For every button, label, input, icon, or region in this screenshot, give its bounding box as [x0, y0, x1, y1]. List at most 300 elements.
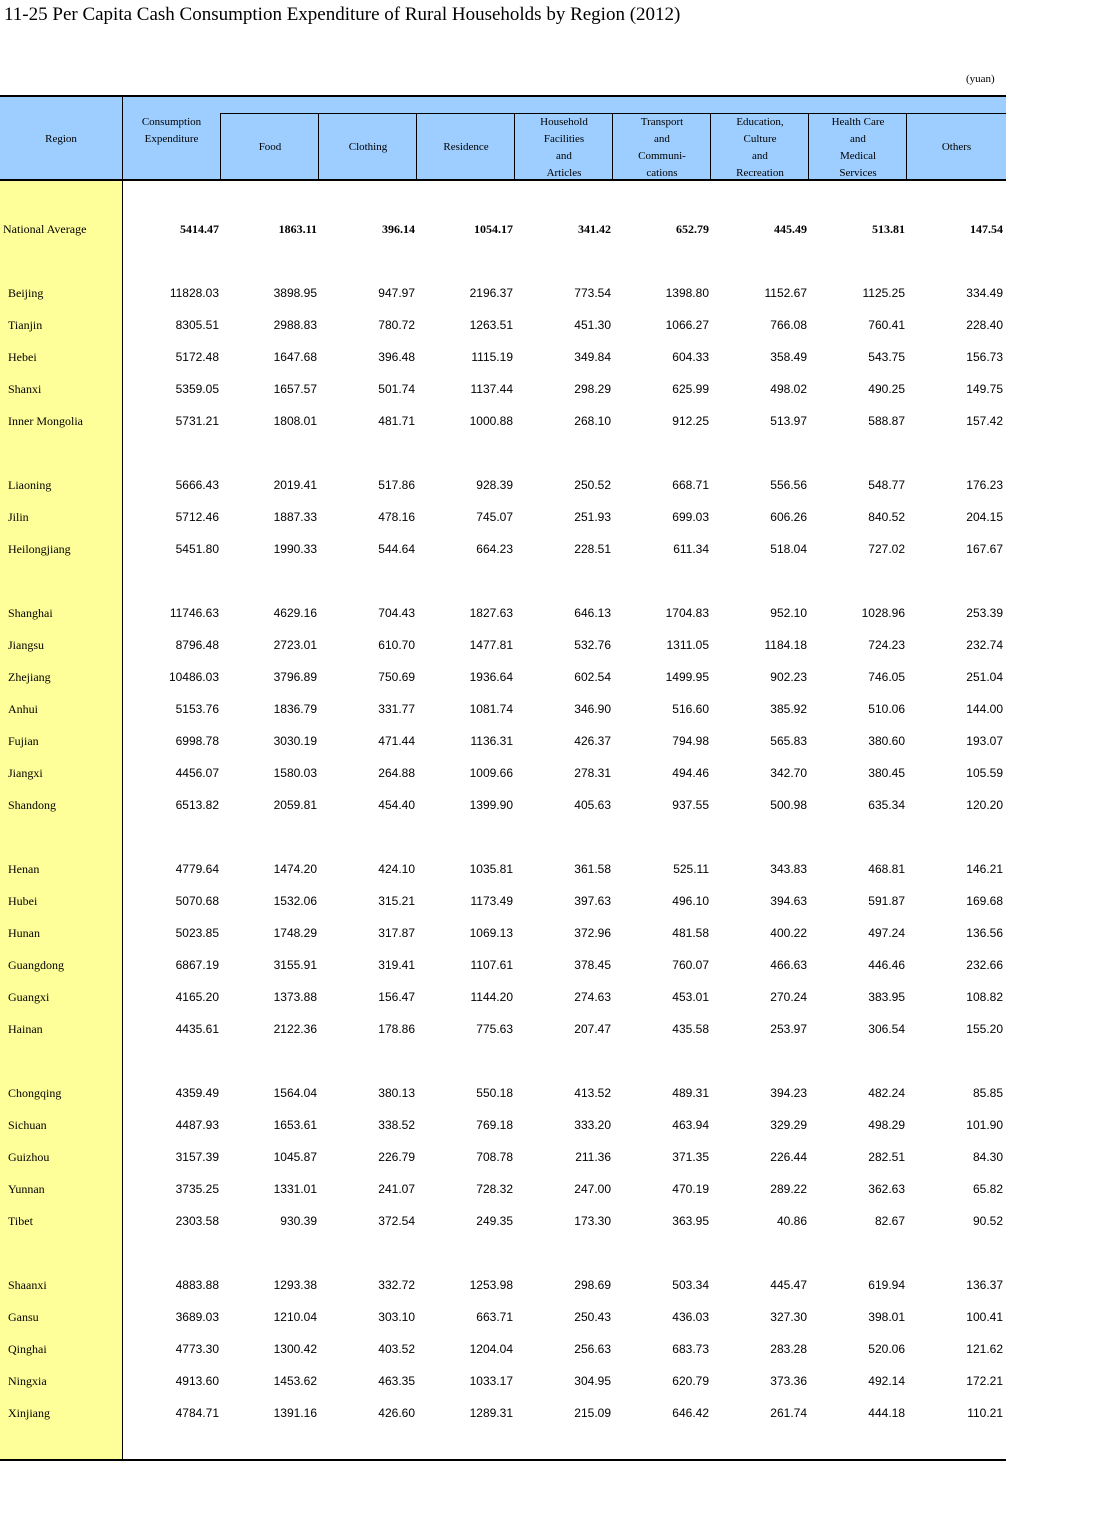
row-value-cell: 85.85 [972, 1086, 1003, 1100]
row-value-cell: 101.90 [966, 1118, 1003, 1132]
row-value-cell: 766.08 [770, 318, 807, 332]
row-value-cell: 1081.74 [469, 702, 513, 716]
row-region-label: Shaanxi [8, 1278, 47, 1292]
row-value-cell: 1144.20 [470, 990, 513, 1004]
table-row [0, 1205, 1006, 1237]
row-value-cell: 193.07 [966, 734, 1003, 748]
row-region-label: Tianjin [8, 318, 43, 332]
row-value-cell: 1532.06 [273, 894, 317, 908]
row-value-cell: 930.39 [280, 1214, 317, 1228]
row-value-cell: 256.63 [574, 1342, 611, 1356]
row-value-cell: 8796.48 [175, 638, 219, 652]
row-value-cell: 1748.29 [273, 926, 317, 940]
table-row [0, 1173, 1006, 1205]
row-value-cell: 378.45 [574, 958, 611, 972]
row-value-cell: 5666.43 [175, 478, 219, 492]
row-value-cell: 4359.49 [175, 1086, 219, 1100]
row-value-cell: 1808.01 [273, 414, 317, 428]
row-value-cell: 4165.20 [175, 990, 219, 1004]
row-value-cell: 498.02 [770, 382, 807, 396]
row-value-cell: 5414.47 [180, 222, 219, 236]
row-value-cell: 2723.01 [273, 638, 317, 652]
row-value-cell: 274.63 [574, 990, 611, 1004]
table-row [0, 725, 1006, 757]
header-health-line3: Medical [839, 150, 877, 162]
row-value-cell: 668.71 [672, 478, 709, 492]
row-region-label: National Average [3, 222, 87, 236]
row-value-cell: 249.35 [476, 1214, 513, 1228]
row-value-cell: 332.72 [378, 1278, 415, 1292]
row-region-label: Inner Mongolia [8, 414, 83, 428]
row-value-cell: 4629.16 [273, 606, 317, 620]
row-value-cell: 602.54 [574, 670, 611, 684]
row-value-cell: 4773.30 [175, 1342, 219, 1356]
header-transport-line1: Transport [640, 116, 684, 128]
row-value-cell: 358.49 [770, 350, 807, 364]
table-bottom-rule [0, 1459, 1006, 1461]
row-value-cell: 207.47 [574, 1022, 611, 1036]
row-value-cell: 591.87 [868, 894, 905, 908]
table-row [0, 1013, 1006, 1045]
table-row [0, 309, 1006, 341]
row-value-cell: 173.30 [574, 1214, 611, 1228]
row-value-cell: 232.74 [966, 638, 1003, 652]
row-value-cell: 136.56 [966, 926, 1003, 940]
header-household-line4: Articles [546, 167, 582, 179]
row-value-cell: 380.13 [378, 1086, 415, 1100]
row-region-label: Tibet [8, 1214, 33, 1228]
row-value-cell: 1184.18 [764, 638, 807, 652]
row-value-cell: 261.74 [770, 1406, 807, 1420]
header-consumption-line1: Consumption [141, 116, 202, 128]
row-value-cell: 1035.81 [469, 862, 513, 876]
row-value-cell: 1990.33 [273, 542, 317, 556]
row-value-cell: 363.95 [672, 1214, 709, 1228]
row-value-cell: 444.18 [868, 1406, 905, 1420]
row-value-cell: 1564.04 [273, 1086, 317, 1100]
row-value-cell: 1069.13 [469, 926, 513, 940]
row-value-cell: 453.01 [672, 990, 709, 1004]
row-value-cell: 1657.57 [273, 382, 317, 396]
row-value-cell: 250.52 [574, 478, 611, 492]
row-value-cell: 1373.88 [273, 990, 317, 1004]
table-row [0, 693, 1006, 725]
row-value-cell: 84.30 [972, 1150, 1003, 1164]
row-region-label: Beijing [8, 286, 44, 300]
row-value-cell: 306.54 [868, 1022, 905, 1036]
row-value-cell: 604.33 [672, 350, 709, 364]
row-value-cell: 333.20 [574, 1118, 611, 1132]
row-value-cell: 172.21 [966, 1374, 1003, 1388]
row-value-cell: 760.07 [672, 958, 709, 972]
row-value-cell: 548.77 [868, 478, 905, 492]
row-value-cell: 1054.17 [474, 222, 513, 236]
row-value-cell: 4784.71 [175, 1406, 219, 1420]
row-value-cell: 1311.05 [666, 638, 709, 652]
table-row [0, 917, 1006, 949]
row-value-cell: 167.67 [966, 542, 1003, 556]
header-transport-line4: cations [646, 167, 678, 179]
row-value-cell: 6513.82 [175, 798, 219, 812]
row-value-cell: 1836.79 [273, 702, 317, 716]
row-region-label: Qinghai [8, 1342, 47, 1356]
table-row [0, 373, 1006, 405]
table-row [0, 533, 1006, 565]
table-row [0, 341, 1006, 373]
row-value-cell: 5153.76 [175, 702, 219, 716]
row-value-cell: 380.60 [868, 734, 905, 748]
table-row [0, 501, 1006, 533]
row-value-cell: 518.04 [770, 542, 807, 556]
row-value-cell: 1398.80 [665, 286, 709, 300]
row-value-cell: 372.96 [574, 926, 611, 940]
row-value-cell: 902.23 [770, 670, 807, 684]
row-value-cell: 2988.83 [273, 318, 317, 332]
row-value-cell: 840.52 [868, 510, 905, 524]
row-value-cell: 625.99 [672, 382, 709, 396]
row-region-label: Hubei [8, 894, 38, 908]
row-value-cell: 2196.37 [469, 286, 513, 300]
header-education [711, 114, 809, 182]
row-value-cell: 466.63 [770, 958, 807, 972]
row-value-cell: 760.41 [868, 318, 905, 332]
row-value-cell: 1293.38 [273, 1278, 317, 1292]
row-value-cell: 619.94 [868, 1278, 905, 1292]
row-value-cell: 397.63 [574, 894, 611, 908]
table-row [0, 981, 1006, 1013]
row-value-cell: 380.45 [868, 766, 905, 780]
row-value-cell: 424.10 [378, 862, 415, 876]
row-value-cell: 478.16 [378, 510, 415, 524]
unit-label: (yuan) [966, 73, 995, 85]
row-value-cell: 361.58 [574, 862, 611, 876]
row-region-label: Hunan [8, 926, 40, 940]
row-value-cell: 5172.48 [175, 350, 219, 364]
row-value-cell: 1136.31 [470, 734, 513, 748]
row-region-label: Yunnan [8, 1182, 45, 1196]
row-value-cell: 500.98 [770, 798, 807, 812]
row-value-cell: 1204.04 [469, 1342, 513, 1356]
row-value-cell: 349.84 [574, 350, 611, 364]
row-value-cell: 6998.78 [175, 734, 219, 748]
row-region-label: Shanxi [8, 382, 42, 396]
row-value-cell: 108.82 [966, 990, 1003, 1004]
header-health-line2: and [850, 133, 866, 145]
row-value-cell: 100.41 [966, 1310, 1003, 1324]
row-value-cell: 5731.21 [175, 414, 219, 428]
table-row [0, 1365, 1006, 1397]
row-value-cell: 8305.51 [175, 318, 219, 332]
row-value-cell: 228.40 [966, 318, 1003, 332]
row-value-cell: 2303.58 [175, 1214, 219, 1228]
header-household-facilities [515, 114, 613, 182]
row-value-cell: 4435.61 [175, 1022, 219, 1036]
header-transport-line3: Communi- [638, 150, 686, 162]
header-household-line2: Facilities [543, 133, 585, 145]
row-value-cell: 338.52 [378, 1118, 415, 1132]
table-row [0, 789, 1006, 821]
header-sep [808, 113, 809, 181]
table-row [0, 1141, 1006, 1173]
row-value-cell: 149.75 [966, 382, 1003, 396]
row-value-cell: 588.87 [868, 414, 905, 428]
row-value-cell: 232.66 [966, 958, 1003, 972]
row-value-cell: 268.10 [574, 414, 611, 428]
row-value-cell: 525.11 [673, 862, 709, 876]
row-value-cell: 155.20 [966, 1022, 1003, 1036]
row-value-cell: 105.59 [966, 766, 1003, 780]
row-value-cell: 699.03 [672, 510, 709, 524]
row-value-cell: 513.97 [770, 414, 807, 428]
row-value-cell: 436.03 [672, 1310, 709, 1324]
row-value-cell: 241.07 [378, 1182, 415, 1196]
table-row [0, 885, 1006, 917]
row-value-cell: 426.60 [378, 1406, 415, 1420]
row-value-cell: 110.21 [967, 1406, 1003, 1420]
table-row [0, 213, 1006, 245]
row-value-cell: 82.67 [874, 1214, 905, 1228]
row-value-cell: 136.37 [966, 1278, 1003, 1292]
header-transport-line2: and [654, 133, 670, 145]
row-value-cell: 341.42 [578, 222, 611, 236]
row-value-cell: 708.78 [476, 1150, 513, 1164]
row-value-cell: 496.10 [672, 894, 709, 908]
header-sep [906, 113, 907, 181]
row-value-cell: 146.21 [966, 862, 1003, 876]
header-sep [220, 113, 221, 181]
row-value-cell: 371.35 [672, 1150, 709, 1164]
row-value-cell: 1033.17 [469, 1374, 513, 1388]
table-row [0, 1333, 1006, 1365]
row-value-cell: 5070.68 [175, 894, 219, 908]
row-value-cell: 398.01 [868, 1310, 905, 1324]
row-value-cell: 481.71 [378, 414, 415, 428]
table-row [0, 405, 1006, 437]
table-row [0, 949, 1006, 981]
row-value-cell: 773.54 [574, 286, 611, 300]
row-value-cell: 1827.63 [469, 606, 513, 620]
header-sep [416, 113, 417, 181]
row-value-cell: 492.14 [868, 1374, 905, 1388]
header-education-line4: Recreation [736, 167, 784, 179]
row-value-cell: 156.47 [378, 990, 415, 1004]
row-value-cell: 704.43 [378, 606, 415, 620]
row-region-label: Fujian [8, 734, 39, 748]
table-row [0, 1109, 1006, 1141]
row-value-cell: 90.52 [972, 1214, 1003, 1228]
row-value-cell: 40.86 [776, 1214, 807, 1228]
row-value-cell: 147.54 [970, 222, 1003, 236]
row-value-cell: 413.52 [574, 1086, 611, 1100]
row-value-cell: 1000.88 [469, 414, 513, 428]
row-value-cell: 362.63 [868, 1182, 905, 1196]
row-region-label: Anhui [8, 702, 38, 716]
row-value-cell: 426.37 [574, 734, 611, 748]
row-value-cell: 1704.83 [665, 606, 709, 620]
row-value-cell: 750.69 [378, 670, 415, 684]
row-value-cell: 11746.63 [169, 606, 219, 620]
row-value-cell: 556.56 [770, 478, 807, 492]
row-value-cell: 121.62 [966, 1342, 1003, 1356]
row-value-cell: 334.49 [966, 286, 1003, 300]
row-value-cell: 3796.89 [273, 670, 317, 684]
row-value-cell: 501.74 [378, 382, 415, 396]
row-value-cell: 482.24 [868, 1086, 905, 1100]
row-value-cell: 4779.64 [175, 862, 219, 876]
row-value-cell: 176.23 [966, 478, 1003, 492]
row-value-cell: 317.87 [378, 926, 415, 940]
table-row [0, 629, 1006, 661]
row-value-cell: 481.58 [672, 926, 709, 940]
row-value-cell: 1300.42 [273, 1342, 317, 1356]
row-region-label: Henan [8, 862, 40, 876]
header-consumption-line2: Expenditure [144, 133, 199, 145]
row-value-cell: 394.63 [770, 894, 807, 908]
row-value-cell: 1253.98 [469, 1278, 513, 1292]
row-value-cell: 144.00 [966, 702, 1003, 716]
row-value-cell: 652.79 [676, 222, 709, 236]
row-value-cell: 3898.95 [273, 286, 317, 300]
row-value-cell: 517.86 [378, 478, 415, 492]
row-value-cell: 331.77 [378, 702, 415, 716]
row-value-cell: 1887.33 [273, 510, 317, 524]
row-region-label: Liaoning [8, 478, 52, 492]
header-sep [318, 113, 319, 181]
row-value-cell: 400.22 [770, 926, 807, 940]
row-value-cell: 303.10 [378, 1310, 415, 1324]
header-sep [612, 113, 613, 181]
row-value-cell: 683.73 [672, 1342, 709, 1356]
row-value-cell: 1863.11 [278, 222, 317, 236]
row-region-label: Chongqing [8, 1086, 62, 1100]
table-row [0, 853, 1006, 885]
table-row [0, 1397, 1006, 1429]
row-value-cell: 228.51 [574, 542, 611, 556]
row-region-label: Jiangxi [8, 766, 43, 780]
row-value-cell: 264.88 [378, 766, 415, 780]
row-value-cell: 298.29 [574, 382, 611, 396]
header-food: Food [258, 141, 282, 153]
table-row [0, 1077, 1006, 1109]
row-value-cell: 211.36 [575, 1150, 611, 1164]
row-value-cell: 304.95 [574, 1374, 611, 1388]
header-education-line3: and [752, 150, 768, 162]
row-value-cell: 451.30 [574, 318, 611, 332]
table-row [0, 1301, 1006, 1333]
row-value-cell: 620.79 [672, 1374, 709, 1388]
row-value-cell: 947.97 [378, 286, 415, 300]
row-value-cell: 912.25 [672, 414, 709, 428]
row-value-cell: 1263.51 [469, 318, 513, 332]
row-value-cell: 251.93 [574, 510, 611, 524]
row-value-cell: 1115.19 [471, 350, 513, 364]
row-value-cell: 532.76 [574, 638, 611, 652]
row-value-cell: 490.25 [868, 382, 905, 396]
row-value-cell: 1474.20 [273, 862, 317, 876]
header-consumption-expenditure [123, 113, 220, 149]
row-region-label: Heilongjiang [8, 542, 71, 556]
row-region-label: Xinjiang [8, 1406, 50, 1420]
row-value-cell: 952.10 [770, 606, 807, 620]
row-value-cell: 775.63 [476, 1022, 513, 1036]
row-region-label: Jiangsu [8, 638, 44, 652]
row-value-cell: 178.86 [378, 1022, 415, 1036]
header-health-line4: Services [839, 167, 877, 179]
header-region: Region [45, 132, 77, 145]
row-region-label: Ningxia [8, 1374, 47, 1388]
table-row [0, 661, 1006, 693]
row-value-cell: 5023.85 [175, 926, 219, 940]
row-value-cell: 435.58 [672, 1022, 709, 1036]
row-region-label: Shandong [8, 798, 56, 812]
row-value-cell: 156.73 [966, 350, 1003, 364]
row-value-cell: 454.40 [378, 798, 415, 812]
row-value-cell: 663.71 [476, 1310, 513, 1324]
table-row [0, 757, 1006, 789]
row-value-cell: 728.32 [476, 1182, 513, 1196]
row-value-cell: 1045.87 [273, 1150, 317, 1164]
row-value-cell: 373.36 [770, 1374, 807, 1388]
table-title: 11-25 Per Capita Cash Consumption Expenditure of Rural Households by Region (2012) [4, 4, 681, 25]
row-value-cell: 1066.27 [665, 318, 709, 332]
header-health-care [809, 114, 907, 182]
row-value-cell: 251.04 [966, 670, 1003, 684]
row-value-cell: 65.82 [972, 1182, 1003, 1196]
row-value-cell: 4456.07 [175, 766, 219, 780]
row-value-cell: 445.49 [774, 222, 807, 236]
row-value-cell: 343.83 [770, 862, 807, 876]
row-value-cell: 120.20 [966, 798, 1003, 812]
header-subgroup-line [221, 113, 1006, 114]
row-value-cell: 1653.61 [273, 1118, 317, 1132]
row-value-cell: 315.21 [378, 894, 415, 908]
row-value-cell: 520.06 [868, 1342, 905, 1356]
row-value-cell: 516.60 [672, 702, 709, 716]
row-value-cell: 396.14 [382, 222, 415, 236]
row-value-cell: 394.23 [770, 1086, 807, 1100]
table-body [0, 181, 1006, 1458]
row-region-label: Hainan [8, 1022, 43, 1036]
row-value-cell: 157.42 [966, 414, 1003, 428]
row-value-cell: 4487.93 [175, 1118, 219, 1132]
row-value-cell: 745.07 [476, 510, 513, 524]
row-value-cell: 250.43 [574, 1310, 611, 1324]
row-value-cell: 226.79 [378, 1150, 415, 1164]
header-residence: Residence [443, 141, 489, 153]
row-value-cell: 1125.25 [862, 286, 905, 300]
row-value-cell: 282.51 [868, 1150, 905, 1164]
row-value-cell: 215.09 [574, 1406, 611, 1420]
row-region-label: Shanghai [8, 606, 53, 620]
row-value-cell: 1009.66 [469, 766, 513, 780]
table-row [0, 469, 1006, 501]
row-value-cell: 489.31 [672, 1086, 709, 1100]
row-value-cell: 3030.19 [273, 734, 317, 748]
header-household-line1: Household [540, 116, 588, 128]
row-value-cell: 1453.62 [273, 1374, 317, 1388]
row-value-cell: 3689.03 [175, 1310, 219, 1324]
row-value-cell: 253.39 [966, 606, 1003, 620]
row-value-cell: 289.22 [770, 1182, 807, 1196]
row-value-cell: 494.46 [672, 766, 709, 780]
row-value-cell: 2122.36 [273, 1022, 317, 1036]
row-value-cell: 10486.03 [168, 670, 219, 684]
row-value-cell: 204.15 [966, 510, 1003, 524]
header-sep [514, 113, 515, 181]
row-value-cell: 544.64 [378, 542, 415, 556]
row-value-cell: 794.98 [672, 734, 709, 748]
header-education-line1: Education, [736, 116, 784, 128]
